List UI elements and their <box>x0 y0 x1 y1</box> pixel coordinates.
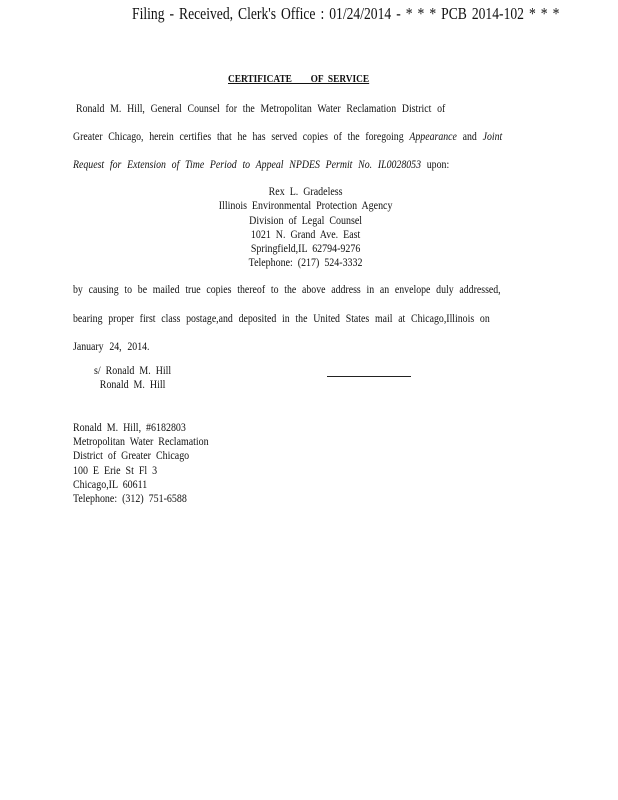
body-line-3: January 24, 2014. <box>73 339 150 353</box>
recipient-line: Springfield,IL 62794-9276 <box>250 241 361 256</box>
signature-name: Ronald M. Hill <box>99 376 166 391</box>
attorney-line: 100 E Erie St Fl 3 <box>73 462 158 477</box>
attorney-line: Metropolitan Water Reclamation <box>73 434 209 449</box>
recipient-line: Rex L. Gradeless <box>268 184 343 198</box>
attorney-line: District of Greater Chicago <box>73 448 190 463</box>
attorney-line: Telephone: (312) 751-6588 <box>73 491 187 506</box>
intro-line-1 <box>76 101 535 116</box>
attorney-contact-block <box>73 420 209 505</box>
filing-header: Filing - Received, Clerk's Office : 01/24/2014 - * * * PCB 2014-102 * * * <box>132 4 560 23</box>
intro-italic-joint: Joint <box>482 129 503 143</box>
recipient-line: Illinois Environmental Protection Agency <box>218 198 393 213</box>
intro-line-3 <box>73 157 532 172</box>
attorney-line: Chicago,IL 60611 <box>73 476 148 491</box>
intro-text-1: Ronald M. Hill, General Counsel for the Metropolitan Water Reclamation District of <box>76 101 446 115</box>
signature-line: s/ Ronald M. Hill <box>94 363 172 377</box>
body-line-1: by causing to be mailed true copies thereof to the above address in an envelope duly addressed, <box>73 282 501 296</box>
recipient-line: 1021 N. Grand Ave. East <box>250 226 361 241</box>
intro-italic-request: Request for Extension of Time Period to Appeal NPDES Permit No. IL0028053 <box>73 157 422 171</box>
recipient-line: Telephone: (217) 524-3332 <box>248 255 363 270</box>
intro-italic-appearance: Appearance <box>409 129 457 143</box>
intro-text-2a: Greater Chicago, herein certifies that he has served copies of the foregoing <box>73 129 410 143</box>
signature-block <box>94 364 171 391</box>
document-title: CERTIFICATE OF SERVICE <box>228 73 370 85</box>
attorney-line: Ronald M. Hill, #6182803 <box>73 420 186 434</box>
intro-line-2 <box>73 129 532 144</box>
body-line-2: bearing proper first class postage,and deposited in the United States mail at Chicago,Illinois on <box>73 311 490 325</box>
recipient-address <box>206 184 405 270</box>
recipient-line: Division of Legal Counsel <box>249 212 363 227</box>
intro-text-2b: and <box>456 129 483 143</box>
intro-text-3b: upon: <box>421 157 450 171</box>
signature-rule <box>327 376 411 377</box>
